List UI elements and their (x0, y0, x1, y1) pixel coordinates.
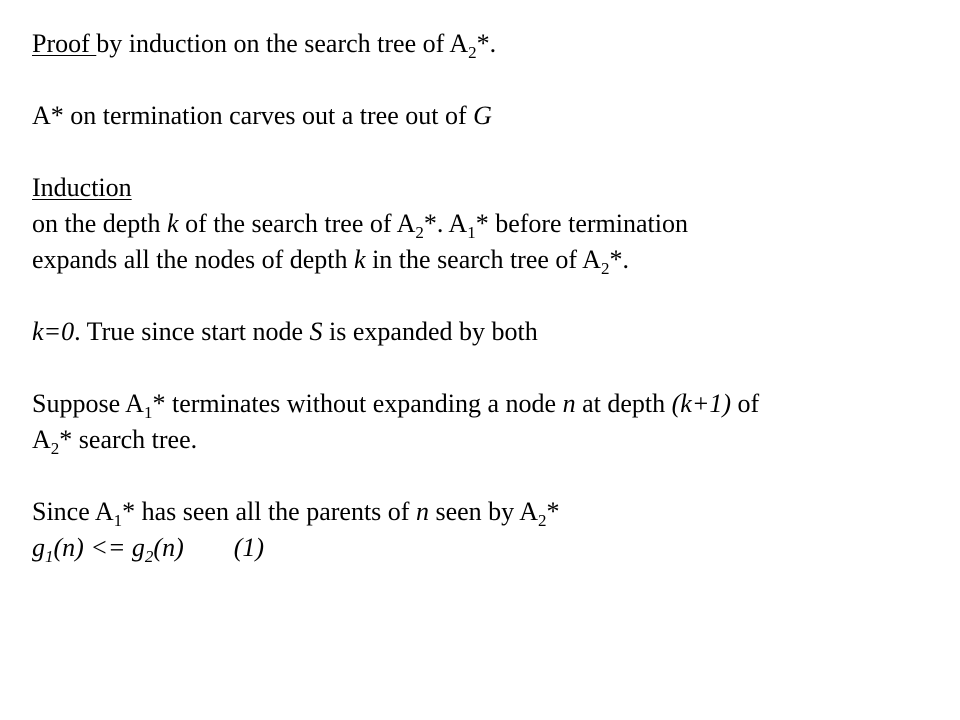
blank-line (32, 350, 942, 386)
blank-line (32, 278, 942, 314)
subscript: 1 (45, 547, 54, 566)
subscript: 2 (144, 547, 154, 566)
subscript: 1 (467, 223, 476, 242)
italic-run: k (167, 209, 179, 238)
suppose-line-2 (32, 422, 942, 458)
equation-line (32, 530, 942, 566)
text-run: at depth (575, 389, 672, 418)
text-run: * (546, 497, 560, 526)
text-run: *. A (423, 209, 468, 238)
italic-run: n (415, 497, 429, 526)
termination-line (32, 98, 942, 134)
text-run: *. (476, 29, 497, 58)
italic-run: k (354, 245, 366, 274)
proof-line (32, 26, 942, 62)
text-run: Suppose A (32, 389, 144, 418)
text-run: * terminates without expanding a node (152, 389, 563, 418)
text-run: . True since start node (74, 317, 310, 346)
induction-heading-line (32, 170, 942, 206)
proof-text-block (32, 26, 942, 566)
text-run: by induction on the search tree of A (96, 29, 469, 58)
italic-run: S (309, 317, 323, 346)
subscript: 2 (600, 259, 610, 278)
induction-line-1 (32, 206, 942, 242)
induction-heading: Induction (32, 173, 132, 202)
equation-number: (1) (233, 533, 265, 562)
blank-line (32, 458, 942, 494)
subscript: 2 (50, 439, 60, 458)
text-run: expands all the nodes of depth (32, 245, 355, 274)
italic-run: k=0 (32, 317, 75, 346)
italic-run: G (473, 101, 492, 130)
text-run: of (731, 389, 760, 418)
equation-term: (n) <= g (53, 533, 145, 562)
text-run: A (32, 425, 51, 454)
subscript: 2 (468, 43, 477, 62)
text-run: * search tree. (59, 425, 198, 454)
subscript: 2 (538, 511, 547, 530)
proof-heading: Proof (32, 29, 97, 58)
text-run: on the depth (32, 209, 168, 238)
text-run: A* on termination carves out a tree out of (32, 101, 474, 130)
suppose-line-1 (32, 386, 942, 422)
induction-line-2 (32, 242, 942, 278)
text-run: in the search tree of A (365, 245, 601, 274)
italic-run: (k+1) (671, 389, 732, 418)
text-run: is expanded by both (322, 317, 538, 346)
subscript: 2 (415, 223, 424, 242)
text-run: seen by A (428, 497, 539, 526)
italic-run: n (562, 389, 576, 418)
text-run: of the search tree of A (178, 209, 416, 238)
blank-line (32, 134, 942, 170)
subscript: 1 (143, 403, 153, 422)
text-run: * before termination (475, 209, 688, 238)
text-run: * has seen all the parents of (122, 497, 416, 526)
text-run: Since A (32, 497, 114, 526)
blank-line (32, 62, 942, 98)
since-line (32, 494, 942, 530)
equation-term: (n) (153, 533, 184, 562)
text-run: *. (609, 245, 629, 274)
equation-term: g (32, 533, 45, 562)
base-case-line (32, 314, 942, 350)
subscript: 1 (113, 511, 123, 530)
